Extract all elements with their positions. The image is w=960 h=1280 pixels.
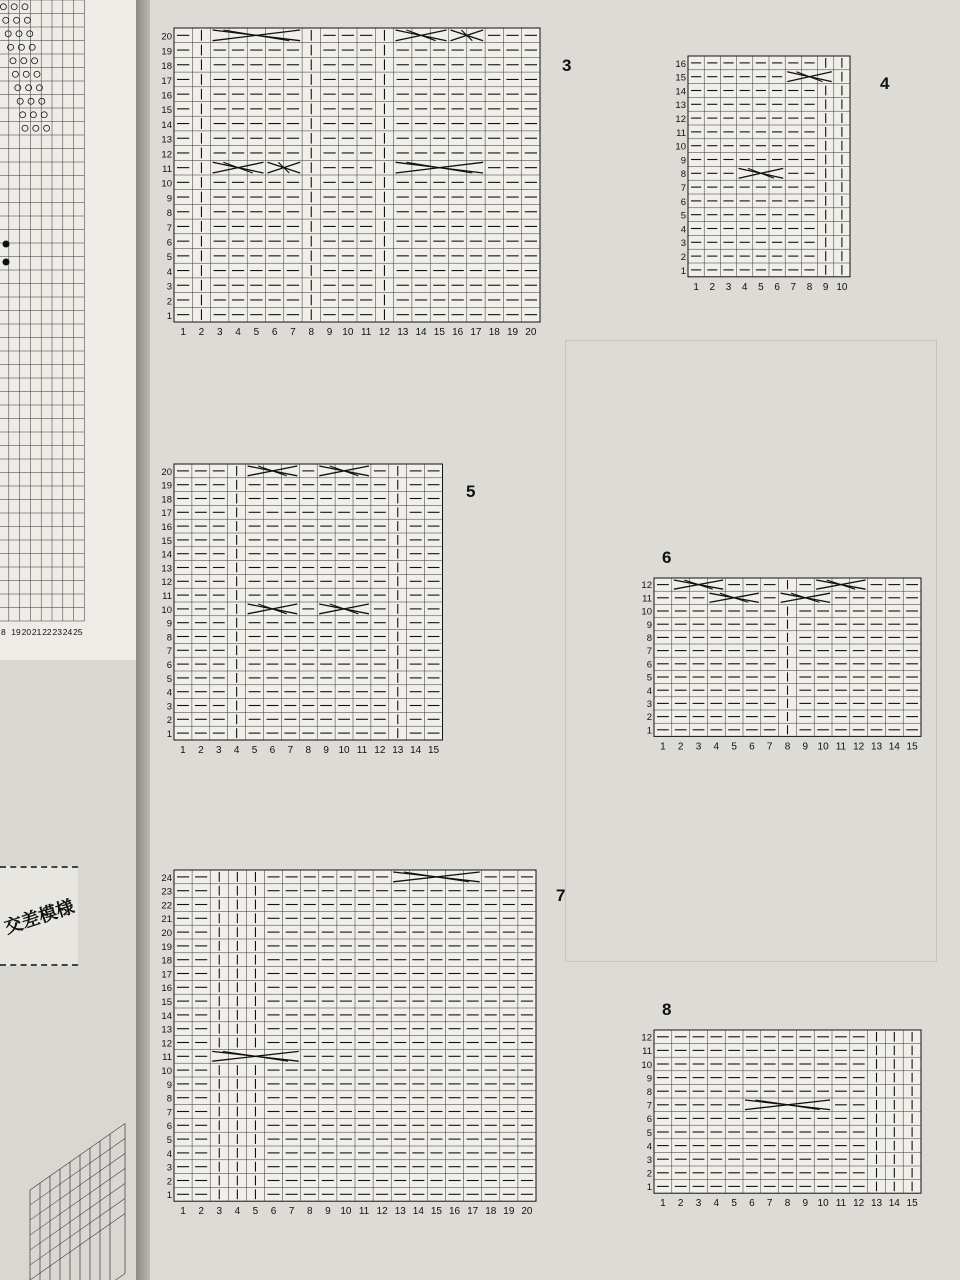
row-number-label: 4	[646, 685, 652, 697]
column-number-label: 12	[378, 327, 391, 338]
row-number-label: 1	[166, 311, 172, 322]
row-number-label: 3	[646, 699, 652, 710]
column-number-label: 10	[342, 327, 354, 338]
column-number-label: 7	[790, 281, 797, 293]
row-number-label: 20	[161, 31, 172, 43]
column-number-label: 6	[774, 281, 780, 293]
row-number-label: 16	[161, 90, 172, 102]
row-number-label: 22	[161, 900, 172, 912]
column-number-label: 8	[306, 1206, 313, 1218]
chart-number: 6	[662, 548, 672, 567]
column-number-label: 20	[525, 327, 537, 338]
row-number-label: 6	[646, 659, 652, 671]
column-number-label: 11	[835, 1198, 847, 1210]
row-number-label: 3	[166, 1162, 172, 1174]
column-number-label: 9	[802, 1198, 809, 1210]
row-number-label: 10	[161, 1066, 172, 1077]
side-label-badge	[0, 866, 78, 966]
column-number-label: 13	[394, 1206, 406, 1218]
row-number-label: 13	[161, 563, 172, 575]
row-number-label: 11	[162, 1052, 172, 1064]
row-number-label: 2	[166, 715, 172, 727]
row-number-label: 7	[166, 222, 172, 234]
column-number-label: 12	[374, 745, 386, 756]
column-number-label: 6	[271, 327, 278, 338]
column-number-label: 1	[180, 745, 186, 756]
left-partial-chart	[0, 0, 142, 660]
column-number-label: 3	[215, 745, 222, 756]
column-number-label: 10	[817, 1198, 829, 1210]
column-number-label: 12	[376, 1206, 388, 1218]
column-number-label: 3	[216, 1206, 223, 1218]
column-number-label: 5	[731, 1198, 737, 1210]
column-number-label: 21	[31, 627, 42, 637]
column-number-label: 7	[290, 327, 296, 338]
row-number-label: 10	[675, 141, 686, 153]
column-number-label: 17	[467, 1206, 479, 1218]
row-number-label: 20	[161, 466, 172, 478]
column-number-label: 25	[73, 627, 83, 637]
column-number-label: 9	[802, 741, 809, 753]
row-number-label: 12	[641, 580, 652, 592]
row-number-label: 3	[166, 281, 172, 293]
column-number-label: 14	[415, 327, 427, 338]
row-number-label: 11	[676, 127, 686, 139]
column-number-label: 16	[452, 327, 464, 338]
row-number-label: 16	[675, 58, 686, 70]
row-number-label: 14	[675, 86, 686, 98]
column-number-label: 6	[749, 741, 755, 753]
row-number-label: 12	[161, 1038, 172, 1050]
column-number-label: 7	[288, 1206, 295, 1218]
row-number-label: 14	[161, 549, 172, 561]
row-number-label: 3	[166, 701, 172, 713]
row-number-label: 3	[680, 238, 686, 250]
column-number-label: 24	[62, 627, 73, 637]
column-number-label: 19	[503, 1206, 515, 1218]
chart-number: 8	[662, 1000, 672, 1019]
row-number-label: 4	[646, 1141, 652, 1153]
row-number-label: 23	[161, 886, 172, 898]
left-page	[0, 0, 142, 1280]
row-number-label: 6	[646, 1114, 652, 1126]
chart-grid	[160, 26, 544, 338]
column-number-label: 12	[853, 741, 865, 753]
row-number-label: 17	[161, 508, 172, 520]
column-number-label: 3	[695, 741, 702, 753]
column-number-label: 14	[410, 745, 422, 756]
column-number-label: 8	[784, 741, 791, 753]
row-number-label: 5	[680, 210, 686, 222]
row-number-label: 4	[166, 687, 172, 699]
row-number-label: 2	[646, 712, 652, 724]
column-number-label: 9	[323, 745, 329, 756]
column-number-label: 1	[180, 327, 186, 338]
column-number-label: 13	[870, 1198, 883, 1210]
column-number-label: 20	[21, 627, 32, 637]
row-number-label: 18	[161, 61, 172, 73]
row-number-label: 12	[161, 149, 172, 161]
column-number-label: 4	[713, 741, 720, 753]
row-number-label: 10	[161, 178, 172, 190]
column-number-label: 4	[741, 281, 748, 293]
column-number-label: 9	[822, 281, 829, 293]
row-number-label: 14	[161, 1010, 172, 1022]
column-number-label: 5	[253, 327, 260, 338]
column-number-label: 14	[412, 1206, 424, 1218]
row-number-label: 19	[161, 941, 172, 953]
column-number-label: 9	[325, 1206, 331, 1218]
column-number-label: 20	[521, 1206, 533, 1218]
row-number-label: 6	[166, 660, 172, 671]
row-number-label: 13	[161, 1024, 172, 1036]
column-number-label: 4	[235, 327, 241, 338]
column-number-label: 13	[392, 745, 404, 756]
row-number-label: 18	[161, 955, 172, 967]
row-number-label: 2	[166, 1176, 172, 1188]
column-number-label: 17	[470, 327, 482, 338]
chart-grid	[674, 54, 854, 293]
column-number-label: 10	[836, 281, 848, 293]
column-number-label: 11	[835, 741, 847, 753]
column-number-label: 1	[180, 1206, 186, 1218]
column-number-label: 8	[308, 327, 315, 338]
column-number-label: 8	[784, 1198, 791, 1210]
row-number-label: 1	[680, 265, 686, 277]
column-number-label: 16	[448, 1206, 461, 1218]
column-number-label: 9	[326, 327, 333, 338]
row-number-label: 1	[646, 1182, 652, 1194]
row-number-label: 8	[646, 1087, 652, 1098]
column-number-label: 6	[270, 1206, 277, 1218]
column-number-label: 15	[906, 741, 918, 753]
row-number-label: 11	[162, 591, 172, 602]
column-number-label: 4	[713, 1198, 720, 1210]
row-number-label: 11	[642, 593, 652, 605]
row-number-label: 14	[161, 119, 172, 131]
column-number-label: 12	[853, 1198, 865, 1210]
row-number-label: 11	[642, 1046, 652, 1058]
row-number-label: 10	[641, 606, 652, 618]
row-number-label: 3	[646, 1155, 652, 1166]
chart-number: 7	[556, 886, 566, 905]
row-number-label: 9	[646, 1073, 652, 1085]
column-number-label: 2	[198, 1206, 204, 1218]
dot-symbol	[3, 241, 10, 248]
row-number-label: 15	[161, 105, 172, 117]
row-number-label: 5	[646, 1127, 652, 1139]
chart-number: 5	[466, 482, 476, 501]
row-number-label: 19	[161, 480, 172, 492]
column-number-label: 13	[397, 327, 409, 338]
row-number-label: 15	[161, 535, 172, 547]
column-number-label: 2	[677, 741, 684, 753]
row-number-label: 6	[166, 237, 172, 249]
row-number-label: 13	[675, 100, 686, 112]
row-number-label: 6	[680, 196, 686, 208]
row-number-label: 9	[646, 619, 652, 631]
row-number-label: 5	[166, 1135, 172, 1146]
row-number-label: 12	[161, 577, 172, 589]
row-number-label: 16	[161, 983, 172, 995]
row-number-label: 16	[161, 522, 172, 533]
row-number-label: 1	[166, 729, 172, 740]
chart-number: 4	[880, 74, 890, 93]
column-number-label: 10	[817, 741, 829, 753]
row-number-label: 7	[166, 1107, 172, 1119]
column-number-label: 4	[233, 745, 240, 756]
row-number-label: 5	[646, 672, 652, 684]
column-number-label: 14	[888, 741, 900, 753]
chart-grid	[160, 462, 447, 756]
dot-symbol	[3, 259, 10, 266]
row-number-label: 8	[646, 633, 652, 644]
row-number-label: 4	[680, 224, 686, 236]
chart-number: 3	[562, 56, 572, 75]
column-number-label: 15	[906, 1198, 918, 1210]
column-number-label: 1	[693, 281, 699, 293]
row-number-label: 4	[166, 266, 172, 278]
row-number-label: 1	[646, 725, 652, 737]
column-number-label: 19	[506, 327, 519, 338]
row-number-label: 20	[161, 928, 172, 939]
column-number-label: 6	[749, 1198, 755, 1210]
column-number-label: 2	[709, 281, 716, 293]
row-number-label: 9	[680, 155, 686, 167]
column-number-label: 23	[52, 627, 62, 637]
column-number-label: 3	[695, 1198, 702, 1210]
row-number-label: 7	[646, 646, 652, 658]
row-number-label: 2	[646, 1168, 652, 1180]
row-number-label: 5	[166, 252, 172, 264]
column-number-label: 15	[427, 745, 440, 756]
column-number-label: 8	[305, 745, 312, 756]
row-number-label: 9	[166, 1079, 172, 1091]
row-number-label: 8	[166, 208, 172, 220]
column-number-label: 5	[731, 741, 737, 753]
column-number-label: 2	[198, 745, 204, 756]
bottom-left-partial-chart	[0, 1100, 142, 1280]
row-number-label: 19	[161, 46, 172, 58]
row-number-label: 15	[161, 997, 172, 1008]
row-number-label: 1	[166, 1190, 172, 1202]
row-number-label: 7	[646, 1100, 652, 1112]
row-number-label: 21	[161, 914, 172, 926]
column-number-label: 11	[356, 745, 368, 756]
row-number-label: 17	[161, 969, 172, 981]
column-number-label: 5	[252, 1206, 259, 1218]
column-number-label: 8	[806, 281, 813, 293]
chart-grid	[640, 1028, 925, 1209]
column-number-label: 18	[485, 1206, 497, 1218]
column-number-label: 22	[42, 627, 52, 637]
row-number-label: 12	[641, 1032, 652, 1044]
column-number-label: 10	[338, 745, 350, 756]
column-number-label: 5	[251, 745, 258, 756]
row-number-label: 12	[675, 114, 686, 125]
column-number-label: 1	[660, 1198, 666, 1210]
column-number-label: 8	[1, 627, 6, 637]
column-number-label: 2	[198, 327, 205, 338]
column-number-label: 15	[433, 327, 445, 338]
chart-grid	[160, 868, 540, 1217]
column-number-label: 2	[677, 1198, 684, 1210]
row-number-label: 15	[675, 72, 686, 84]
row-number-label: 7	[166, 646, 172, 658]
side-label-text: 交差模様	[1, 896, 77, 939]
column-number-label: 10	[340, 1206, 352, 1218]
column-number-label: 15	[430, 1206, 443, 1218]
row-number-label: 9	[166, 193, 172, 205]
row-number-label: 10	[161, 604, 172, 616]
column-number-label: 3	[216, 327, 223, 338]
row-number-label: 11	[162, 164, 172, 175]
row-number-label: 7	[680, 183, 686, 194]
chart-grid	[640, 576, 925, 752]
column-number-label: 4	[234, 1206, 241, 1218]
column-number-label: 7	[287, 745, 294, 756]
row-number-label: 8	[166, 1093, 172, 1105]
row-number-label: 18	[161, 494, 172, 506]
column-number-label: 11	[358, 1206, 370, 1218]
column-number-label: 7	[766, 741, 773, 753]
column-number-label: 1	[660, 741, 666, 753]
column-number-label: 6	[269, 745, 276, 756]
row-number-label: 13	[161, 134, 172, 146]
row-number-label: 9	[166, 618, 172, 630]
row-number-label: 8	[166, 632, 172, 644]
row-number-label: 17	[161, 75, 172, 87]
column-number-label: 5	[758, 281, 764, 293]
row-number-label: 2	[166, 296, 172, 308]
column-number-label: 14	[888, 1198, 900, 1210]
row-number-label: 10	[641, 1059, 652, 1071]
row-number-label: 5	[166, 673, 172, 685]
column-number-label: 3	[725, 281, 732, 293]
column-number-label: 11	[360, 327, 372, 338]
row-number-label: 24	[161, 872, 172, 884]
column-number-label: 7	[766, 1198, 773, 1210]
column-number-label: 19	[11, 627, 21, 637]
column-number-label: 13	[870, 741, 883, 753]
column-number-label: 18	[488, 327, 500, 338]
row-number-label: 2	[680, 252, 686, 263]
row-number-label: 4	[166, 1148, 172, 1160]
row-number-label: 8	[680, 169, 686, 181]
row-number-label: 6	[166, 1121, 172, 1133]
